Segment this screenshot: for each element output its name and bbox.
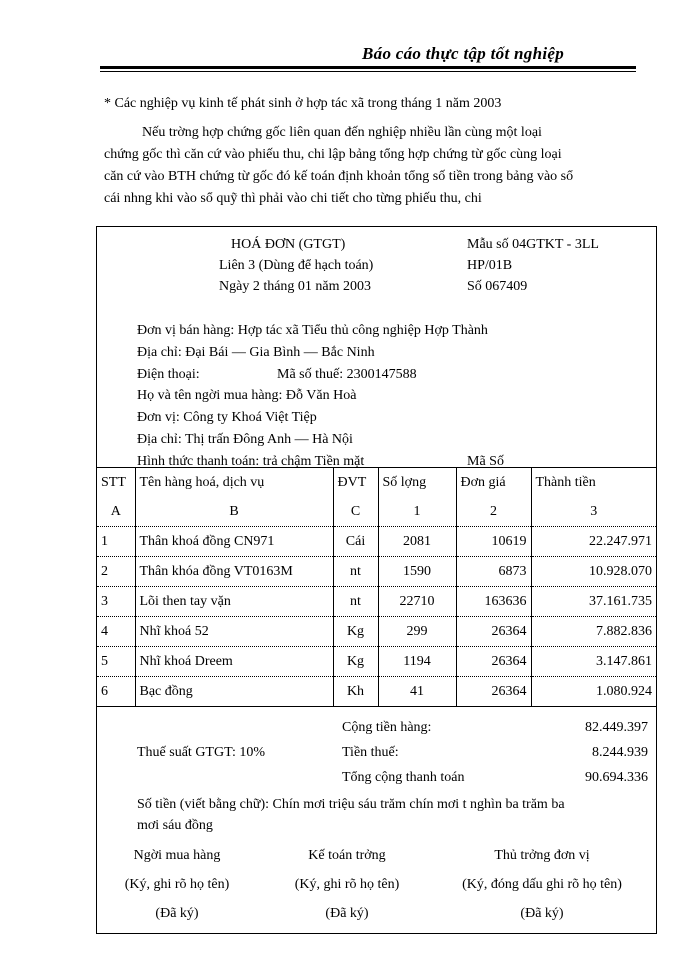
- quantity-cell: 41: [378, 677, 456, 707]
- subtotal-label: Cộng tiền hàng:: [342, 720, 432, 735]
- item-name-cell: Thân khóa đồng VT0163M: [135, 557, 333, 587]
- intro-bullet: * Các nghiệp vụ kinh tế phát sinh ở hợp tác xã trong tháng 1 năm 2003: [104, 96, 502, 111]
- table-code-row: [97, 497, 656, 527]
- code-cell: 1: [378, 497, 456, 527]
- seller-name: Đơn vị bán hàng: Hợp tác xã Tiểu thủ công nghiệp Hợp Thành: [137, 323, 488, 338]
- unit-cell: Kh: [333, 677, 378, 707]
- code-cell: C: [333, 497, 378, 527]
- invoice-form-no: Mẫu số 04GTKT - 3LL: [467, 237, 599, 252]
- signature-status: (Đã ký): [155, 906, 199, 921]
- amount-in-words-cont: mơi sáu đồng: [137, 818, 213, 833]
- header-cell: Tên hàng hoá, dịch vụ: [135, 468, 333, 498]
- table-header-row: [97, 468, 656, 498]
- invoice-date: Ngày 2 tháng 01 năm 2003: [219, 279, 372, 294]
- code-cell: 3: [531, 497, 656, 527]
- unit-price-cell: 26364: [456, 617, 531, 647]
- unit-cell: Kg: [333, 617, 378, 647]
- signature-status: (Đã ký): [325, 906, 369, 921]
- header-rule-thick: [100, 66, 636, 69]
- grand-total-label: Tổng cộng thanh toán: [342, 770, 465, 785]
- amount-cell: 10.928.070: [531, 557, 656, 587]
- amount-cell: 3.147.861: [531, 647, 656, 677]
- invoice-box: [96, 226, 657, 934]
- unit-cell: nt: [333, 557, 378, 587]
- tax-code: Mã số thuế: 2300147588: [277, 367, 417, 382]
- tax-label: Tiền thuế:: [342, 745, 399, 760]
- quantity-cell: 2081: [378, 527, 456, 557]
- invoice-title: HOÁ ĐƠN (GTGT): [231, 237, 346, 252]
- signature-note: (Ký, ghi rõ họ tên): [294, 877, 400, 892]
- invoice-copy: Liên 3 (Dùng để hạch toán): [219, 258, 374, 273]
- amount-cell: 7.882.836: [531, 617, 656, 647]
- stt-cell: 3: [97, 587, 135, 617]
- signature-note: (Ký, đóng dấu ghi rõ họ tên): [462, 877, 622, 892]
- page-header-title: Báo cáo thực tập tốt nghiệp: [362, 44, 564, 63]
- items-table: [97, 467, 656, 707]
- intro-line: căn cứ vào BTH chứng từ gốc đó kế toán định khoản tổng số tiền trong bảng vào sổ: [104, 169, 574, 184]
- signature-role: Kế toán trởng: [308, 848, 386, 863]
- table-row: [97, 527, 656, 557]
- unit-cell: Kg: [333, 647, 378, 677]
- table-row: [97, 587, 656, 617]
- unit-price-cell: 26364: [456, 677, 531, 707]
- item-name-cell: Lõi then tay vặn: [135, 587, 333, 617]
- item-name-cell: Nhĩ khoá 52: [135, 617, 333, 647]
- intro-line: cái nhng khi vào sổ quỹ thì phải vào chi tiết cho từng phiếu thu, chi: [104, 191, 482, 206]
- table-row: [97, 647, 656, 677]
- subtotal-value: 82.449.397: [585, 720, 648, 735]
- stt-cell: 4: [97, 617, 135, 647]
- intro-paragraph: [104, 122, 638, 210]
- item-name-cell: Thân khoá đồng CN971: [135, 527, 333, 557]
- amount-cell: 22.247.971: [531, 527, 656, 557]
- unit-price-cell: 26364: [456, 647, 531, 677]
- stt-cell: 5: [97, 647, 135, 677]
- phone-label: Điện thoại:: [137, 367, 200, 382]
- amount-in-words: Số tiền (viết bằng chữ): Chín mơi triệu sáu trăm chín mơi t nghìn ba trăm ba: [137, 797, 565, 812]
- vat-rate: Thuế suất GTGT: 10%: [137, 745, 265, 760]
- code-label: Mã Số: [467, 454, 504, 469]
- stt-cell: 2: [97, 557, 135, 587]
- quantity-cell: 22710: [378, 587, 456, 617]
- unit-cell: Cái: [333, 527, 378, 557]
- stt-cell: 6: [97, 677, 135, 707]
- signature-role: Thủ trởng đơn vị: [494, 848, 590, 863]
- intro-line: chứng gốc thì căn cứ vào phiếu thu, chi lập bảng tổng hợp chứng từ gốc cùng loại: [104, 147, 562, 162]
- table-row: [97, 557, 656, 587]
- code-cell: A: [110, 503, 121, 519]
- payment-method: Hình thức thanh toán: trả chậm Tiền mặt: [137, 454, 365, 469]
- grand-total-value: 90.694.336: [585, 770, 648, 785]
- signature-role: Ngời mua hàng: [133, 848, 221, 863]
- buyer-name: Họ và tên ngời mua hàng: Đỗ Văn Hoà: [137, 388, 357, 403]
- tax-value: 8.244.939: [592, 745, 648, 760]
- amount-cell: 37.161.735: [531, 587, 656, 617]
- header-cell: Thành tiền: [531, 468, 656, 498]
- signature-note: (Ký, ghi rõ họ tên): [124, 877, 230, 892]
- header-cell: Đơn giá: [456, 468, 531, 498]
- header-rule-thin: [100, 71, 636, 72]
- item-name-cell: Bạc đồng: [135, 677, 333, 707]
- seller-address: Địa chỉ: Đại Bái — Gia Bình — Bắc Ninh: [137, 345, 375, 360]
- buyer-address: Địa chỉ: Thị trấn Đông Anh — Hà Nội: [137, 432, 353, 447]
- code-cell: B: [135, 497, 333, 527]
- stt-cell: 1: [97, 527, 135, 557]
- table-row: [97, 617, 656, 647]
- buyer-unit: Đơn vị: Công ty Khoá Việt Tiệp: [137, 410, 317, 425]
- table-row: [97, 677, 656, 707]
- header-cell: STT: [97, 468, 135, 498]
- unit-price-cell: 6873: [456, 557, 531, 587]
- unit-price-cell: 10619: [456, 527, 531, 557]
- header-cell: Số lợng: [378, 468, 456, 498]
- quantity-cell: 1590: [378, 557, 456, 587]
- invoice-series: HP/01B: [467, 258, 513, 273]
- unit-price-cell: 163636: [456, 587, 531, 617]
- code-cell: 2: [456, 497, 531, 527]
- item-name-cell: Nhĩ khoá Dreem: [135, 647, 333, 677]
- signature-status: (Đã ký): [520, 906, 564, 921]
- quantity-cell: 1194: [378, 647, 456, 677]
- header-cell: ĐVT: [333, 468, 378, 498]
- intro-line: Nếu trờng hợp chứng gốc liên quan đến nghiệp nhiều lần cùng một loại: [142, 125, 542, 140]
- unit-cell: nt: [333, 587, 378, 617]
- amount-cell: 1.080.924: [531, 677, 656, 707]
- quantity-cell: 299: [378, 617, 456, 647]
- invoice-number: Số 067409: [467, 279, 528, 294]
